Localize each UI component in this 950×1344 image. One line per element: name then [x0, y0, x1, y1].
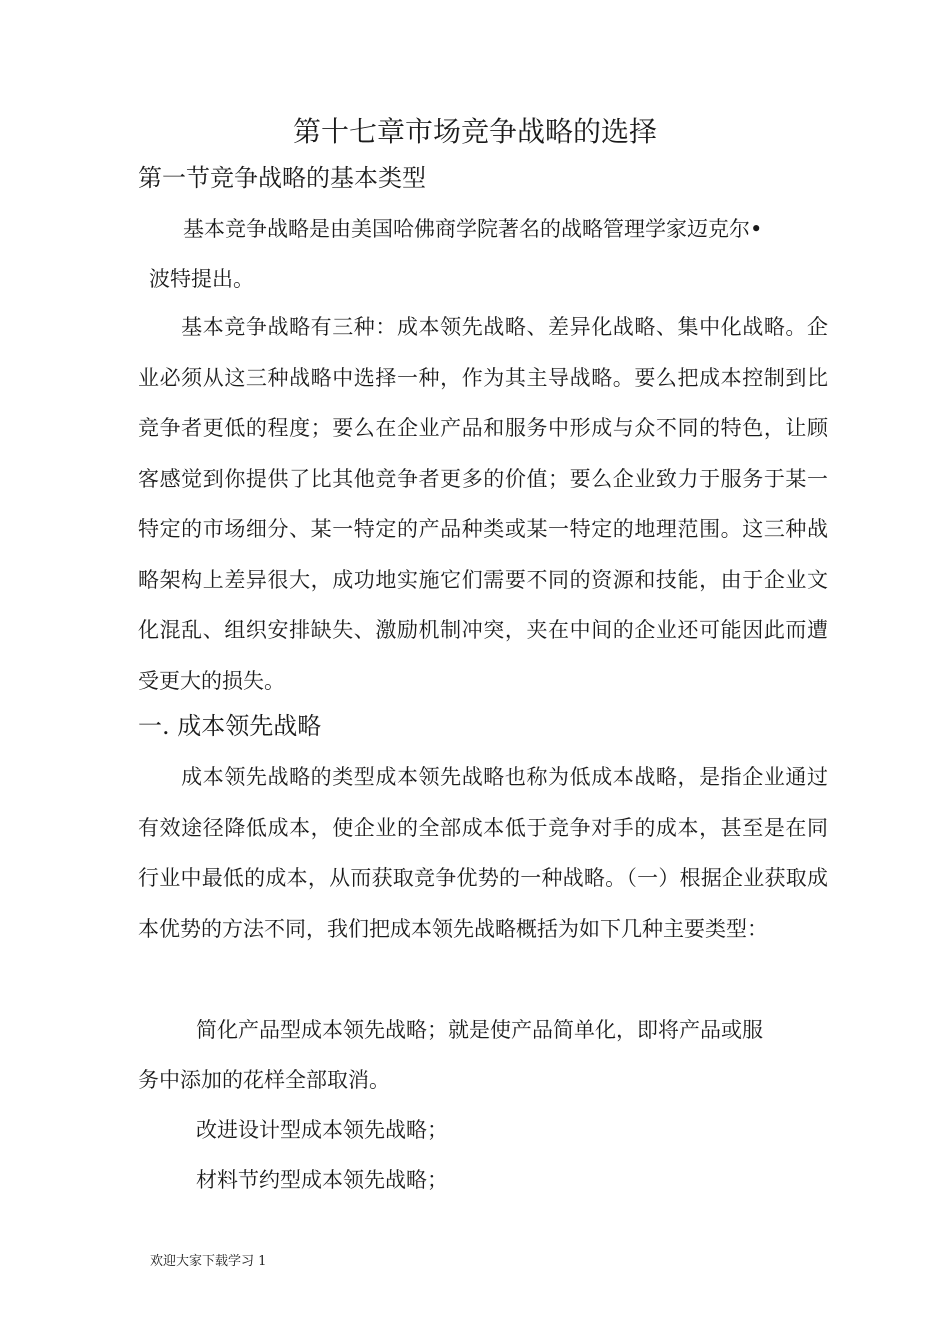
list-item-2: 改进设计型成本领先战略；: [196, 1118, 448, 1142]
intro-line-1: 基本竞争战略是由美国哈佛商学院著名的战略管理学家迈克尔•: [183, 217, 763, 241]
list-item-1-line-2: 务中添加的花样全部取消。: [138, 1068, 390, 1092]
section-heading: 第一节竞争战略的基本类型: [138, 164, 426, 192]
paragraph-strategy-types: 基本竞争战略有三种：成本领先战略、差异化战略、集中化战略。企业必须从这三种战略中选择一种，作为其主导战略。要么把成本控制到比竞争者更低的程度；要么在企业产品和服务中形成与众不同的特色，让顾客感觉到你提供了比其他竞争者更多的价值；要么企业致力于服务于某一特定的市场细分、某一特定的产品种类或某一特定的地理范围。这三种战略架构上差异很大，成功地实施它们需要不同的资源和技能，由于企业文化混乱、组织安排缺失、激励机制冲突，夹在中间的企业还可能因此而遭受更大的损失。: [138, 315, 828, 693]
list-item-3: 材料节约型成本领先战略；: [196, 1168, 448, 1192]
page-footer: 欢迎大家下载学习 1: [150, 1254, 267, 1269]
paragraph-cost-leadership: 成本领先战略的类型成本领先战略也称为低成本战略，是指企业通过有效途径降低成本，使企业的全部成本低于竞争对手的成本，甚至是在同行业中最低的成本，从而获取竞争优势的一种战略。（一）根据企业获取成本优势的方法不同，我们把成本领先战略概括为如下几种主要类型：: [138, 765, 828, 941]
subsection-heading: 一. 成本领先战略: [138, 712, 322, 740]
intro-line-2: 波特提出。: [149, 267, 254, 291]
list-item-1-line-1: 简化产品型成本领先战略；就是使产品简单化，即将产品或服: [196, 1018, 763, 1042]
page-title: 第十七章市场竞争战略的选择: [292, 115, 657, 148]
